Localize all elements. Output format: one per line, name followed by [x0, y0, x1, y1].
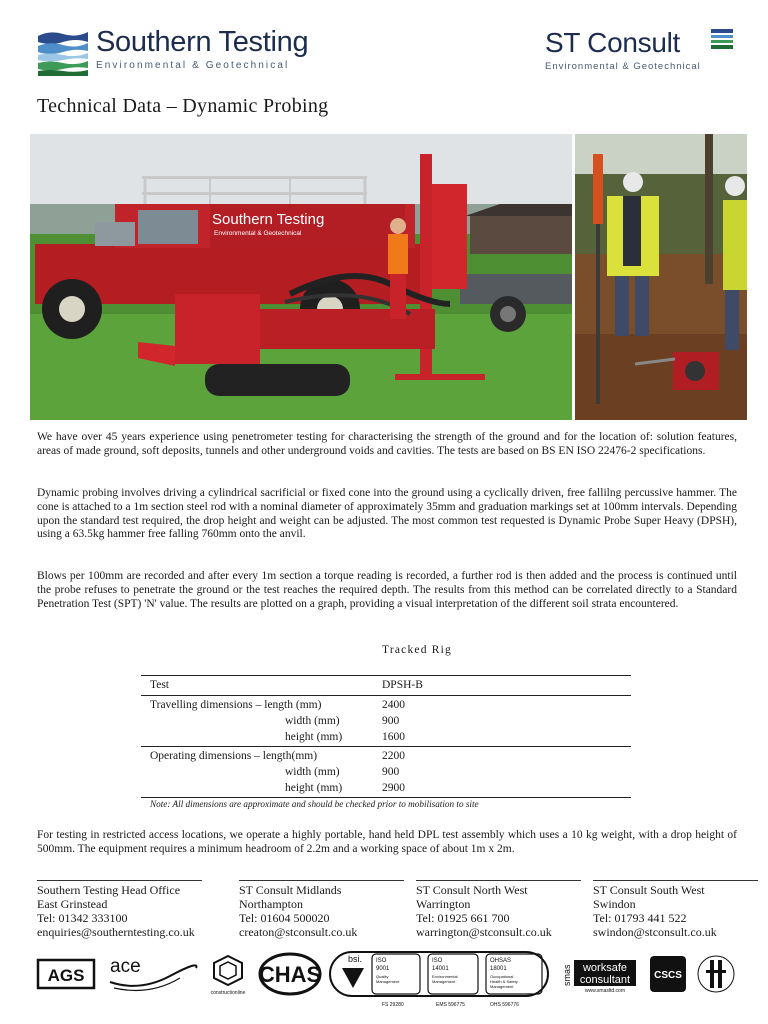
- cscs-logo: [650, 956, 686, 992]
- chas-logo: [259, 954, 321, 994]
- operating-height-value: 2900: [382, 782, 405, 794]
- office-north-west: [416, 880, 586, 939]
- test-label: Test: [150, 679, 169, 691]
- table-header-rule: [141, 695, 631, 696]
- van-brand-text: Southern Testing: [212, 211, 325, 228]
- page-title: Technical Data – Dynamic Probing: [37, 95, 329, 117]
- operating-width-value: 900: [382, 766, 400, 778]
- office-name: Southern Testing Head Office: [37, 883, 181, 897]
- ohs-number: OHS 596776: [490, 1002, 519, 1008]
- iso9001-mgmt: Management: [376, 979, 400, 984]
- van-tagline-text: Environmental & Geotechnical: [214, 230, 302, 237]
- ohsas-desc: Occupational: [490, 974, 514, 979]
- st-consult-brand: ST Consult: [545, 27, 680, 58]
- operating-width-label: width (mm): [285, 766, 340, 778]
- worksafe-text: worksafe: [582, 962, 628, 974]
- office-tel[interactable]: Tel: 01604 500020: [239, 911, 330, 925]
- office-town: Northampton: [239, 897, 303, 911]
- office-town: East Grinstead: [37, 897, 108, 911]
- office-email[interactable]: enquiries@southerntesting.co.uk: [37, 925, 195, 939]
- constructionline-logo: [211, 956, 246, 996]
- dynamic-probing-paragraph: Dynamic probing involves driving a cylindrical sacrificial or fixed cone into the ground using a cyclically driven, free fallilng percussive hammer. The cone is attached to a 1m section steel rod with a nominal diameter of approximately 35mm and graduation markings set at 100mm intervals. Depending upon the standard test required, the drop height and weight can be adjusted. The most common test requested is Dynamic Probe Super Heavy (DPSH), using a 63.5kg hammer free falling 760mm onto the anvil.: [37, 487, 737, 541]
- st-consult-logo: [545, 28, 745, 78]
- ags-logo: [38, 960, 94, 988]
- blows-paragraph: Blows per 100mm are recorded and after every 1m section a torque reading is recorded, a further rod is then added and the process is continued until the probe refuses to penetrate the ground or the test reaches the required depth. The results from this method can be correlated directly to a Standard Penetration Test (SPT) 'N' value. The results are plotted on a graph, providing a visual interpretation of the different soil strata encountered.: [37, 570, 737, 610]
- office-divider: [416, 880, 581, 881]
- iso9001-desc: Quality: [376, 974, 389, 979]
- ohsas-number: 18001: [490, 966, 507, 972]
- office-name: ST Consult South West: [593, 883, 705, 897]
- tracked-rig-photo: [30, 134, 572, 420]
- travelling-width-label: width (mm): [285, 715, 340, 727]
- constructionline-text: constructionline: [210, 990, 246, 996]
- st-consult-tagline: Environmental & Geotechnical: [545, 61, 701, 72]
- travelling-length-label: Travelling dimensions – length (mm): [150, 699, 322, 711]
- office-email[interactable]: warrington@stconsult.co.uk: [416, 925, 552, 939]
- fs-number: FS 29280: [382, 1002, 404, 1008]
- ems-number: EMS 596775: [436, 1002, 465, 1008]
- office-head-office: [37, 880, 207, 939]
- table-note: Note: All dimensions are approximate and should be checked prior to mobilisation to site: [150, 799, 479, 809]
- southern-testing-logo: [38, 28, 338, 78]
- iso14001-label: ISO: [432, 958, 443, 964]
- iso14001-mgmt: Management: [432, 979, 456, 984]
- office-town: Swindon: [593, 897, 636, 911]
- bsi-certification-logos: [330, 952, 548, 1008]
- cscs-text: CSCS: [654, 970, 682, 981]
- travelling-height-value: 1600: [382, 731, 405, 743]
- drilling-association-logo: [698, 956, 734, 992]
- iso14001-desc: Environmental: [432, 974, 458, 979]
- hand-held-probe-photo: [575, 134, 747, 420]
- operating-height-label: height (mm): [285, 782, 343, 794]
- travelling-width-value: 900: [382, 715, 400, 727]
- table-top-rule: [141, 675, 631, 676]
- table-column-header: Tracked Rig: [382, 644, 452, 656]
- smas-worksafe-logo: [562, 960, 636, 994]
- ohsas-mgmt: Management: [490, 984, 514, 989]
- smas-text: smas: [562, 964, 572, 986]
- travelling-height-label: height (mm): [285, 731, 343, 743]
- office-email[interactable]: swindon@stconsult.co.uk: [593, 925, 717, 939]
- southern-testing-tagline: Environmental & Geotechnical: [96, 60, 290, 71]
- table-bottom-rule: [141, 797, 631, 798]
- office-name: ST Consult North West: [416, 883, 528, 897]
- iso14001-number: 14001: [432, 966, 449, 972]
- office-divider: [37, 880, 202, 881]
- chas-text: CHAS: [258, 962, 322, 987]
- restricted-access-paragraph: For testing in restricted access locations, we operate a highly portable, hand held DPL test assembly which uses a 10 kg weight, with a drop height of 500mm. The equipment requires a minimum headroom of 2.2m and a working space of about 1m x 2m.: [37, 829, 737, 855]
- office-divider: [593, 880, 758, 881]
- operating-length-label: Operating dimensions – length(mm): [150, 750, 318, 762]
- accreditation-logos: [30, 946, 750, 1012]
- intro-paragraph: We have over 45 years experience using penetrometer testing for characterising the strength of the ground and for the location of: solution features, areas of made ground, soft deposits, tunnels and other underground voids and cavities. The tests are based on BS EN ISO 22476-2 specifications.: [37, 431, 737, 457]
- office-south-west: [593, 880, 763, 939]
- office-town: Warrington: [416, 897, 471, 911]
- ace-logo: [110, 956, 196, 990]
- office-tel[interactable]: Tel: 01925 661 700: [416, 911, 510, 925]
- ohsas-desc2: Health & Safety: [490, 979, 518, 984]
- office-email[interactable]: creaton@stconsult.co.uk: [239, 925, 358, 939]
- office-tel[interactable]: Tel: 01793 441 522: [593, 911, 687, 925]
- southern-testing-brand: Southern Testing: [96, 26, 309, 58]
- office-name: ST Consult Midlands: [239, 883, 342, 897]
- office-midlands: [239, 880, 409, 939]
- travelling-length-value: 2400: [382, 699, 405, 711]
- iso9001-number: 9001: [376, 966, 390, 972]
- ohsas-label: OHSAS: [490, 958, 512, 964]
- bsi-text: bsi.: [348, 954, 363, 964]
- smas-url: www.smasltd.com: [584, 988, 626, 994]
- southern-testing-logo-icon: [38, 28, 88, 76]
- consultant-text: consultant: [579, 974, 631, 986]
- office-tel[interactable]: Tel: 01342 333100: [37, 911, 128, 925]
- iso9001-label: ISO: [376, 958, 387, 964]
- operating-length-value: 2200: [382, 750, 405, 762]
- test-value: DPSH-B: [382, 679, 423, 691]
- st-consult-logo-icon: [711, 28, 733, 50]
- ace-text: ace: [110, 956, 141, 977]
- ags-text: AGS: [47, 966, 85, 985]
- office-divider: [239, 880, 404, 881]
- table-mid-rule: [141, 746, 631, 747]
